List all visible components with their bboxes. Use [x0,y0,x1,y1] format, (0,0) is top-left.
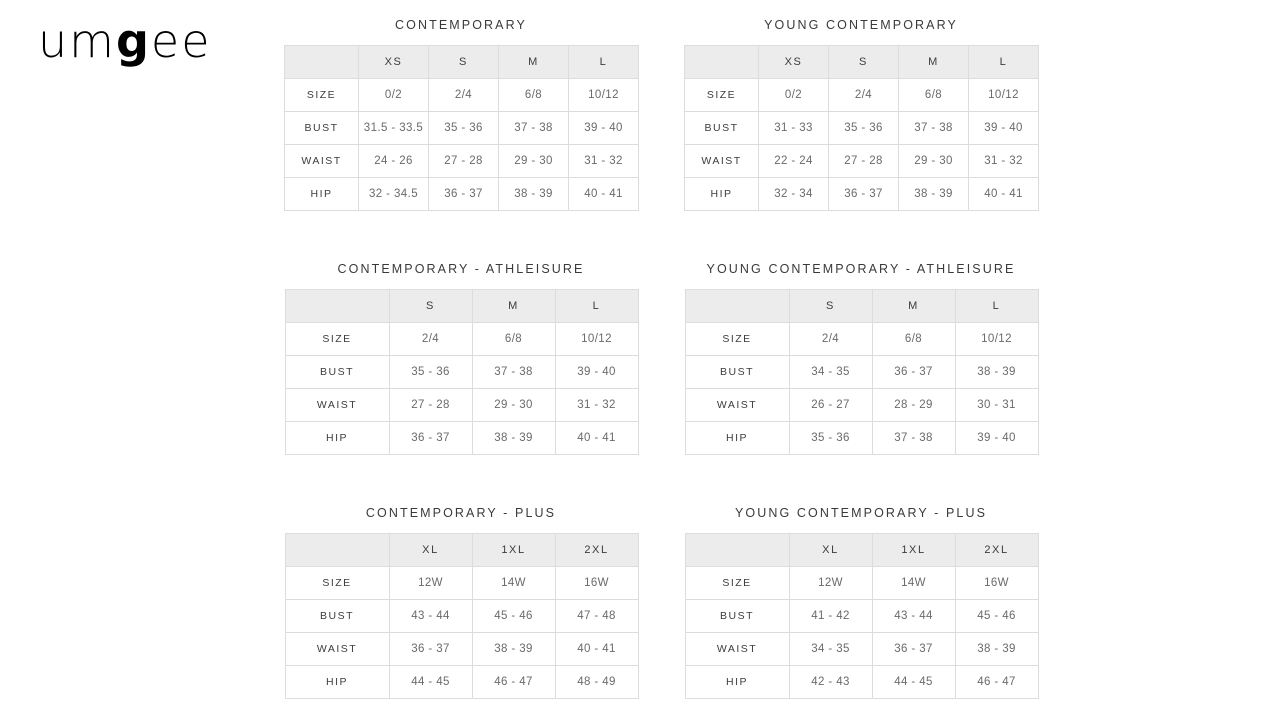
row-header: HIP [285,178,359,211]
cell: 46 - 47 [472,666,555,699]
cell: 38 - 39 [899,178,969,211]
cell: 45 - 46 [472,600,555,633]
cell: 37 - 38 [872,422,955,455]
column-header: M [899,46,969,79]
cell: 38 - 39 [955,633,1038,666]
cell: 10/12 [969,79,1039,112]
cell: 2/4 [389,323,472,356]
row-header: SIZE [685,79,759,112]
column-header: 2XL [555,534,638,567]
cell: 10/12 [955,323,1038,356]
cell: 46 - 47 [955,666,1038,699]
table-row [685,633,1038,666]
cell: 12W [389,567,472,600]
cell: 44 - 45 [872,666,955,699]
column-header: S [429,46,499,79]
table-header-row [285,290,638,323]
table-row [285,323,638,356]
cell: 42 - 43 [789,666,872,699]
cell: 35 - 36 [789,422,872,455]
size-table-young-contemporary-athleisure [685,289,1039,455]
table-row [285,356,638,389]
row-header: SIZE [685,567,789,600]
table-header-row [685,46,1039,79]
cell: 36 - 37 [872,356,955,389]
cell: 27 - 28 [829,145,899,178]
row-header: WAIST [685,389,789,422]
cell: 31 - 32 [969,145,1039,178]
table-row [685,112,1039,145]
cell: 40 - 41 [555,422,638,455]
cell: 2/4 [789,323,872,356]
cell: 2/4 [829,79,899,112]
header-corner [685,534,789,567]
table-block-contemporary-plus [284,506,638,699]
header-corner [285,290,389,323]
table-row [685,567,1038,600]
table-row [685,323,1038,356]
row-header: HIP [685,666,789,699]
column-header: L [955,290,1038,323]
cell: 36 - 37 [389,422,472,455]
header-corner [685,46,759,79]
cell: 39 - 40 [969,112,1039,145]
brand-logo-part-1: um [38,14,116,68]
cell: 37 - 38 [499,112,569,145]
size-table-young-contemporary-plus [685,533,1039,699]
row-header: BUST [685,112,759,145]
cell: 10/12 [569,79,639,112]
column-header: M [499,46,569,79]
table-row [285,79,639,112]
column-header: XL [789,534,872,567]
cell: 38 - 39 [472,633,555,666]
column-header: L [555,290,638,323]
table-block-contemporary-athleisure [284,262,638,455]
cell: 32 - 34 [759,178,829,211]
cell: 34 - 35 [789,633,872,666]
cell: 14W [472,567,555,600]
cell: 6/8 [899,79,969,112]
table-row [285,600,638,633]
table-row [285,567,638,600]
table-row [285,112,639,145]
header-corner [285,46,359,79]
cell: 36 - 37 [872,633,955,666]
column-header: S [389,290,472,323]
row-header: SIZE [685,323,789,356]
size-table-contemporary-plus [285,533,639,699]
table-row [285,145,639,178]
cell: 22 - 24 [759,145,829,178]
table-header-row [685,534,1038,567]
cell: 34 - 35 [789,356,872,389]
row-header: HIP [285,422,389,455]
row-header: HIP [685,178,759,211]
table-block-young-contemporary-athleisure [684,262,1038,455]
column-header: L [969,46,1039,79]
column-header: XS [359,46,429,79]
table-title-contemporary: CONTEMPORARY [395,18,527,32]
row-header: BUST [285,356,389,389]
table-block-contemporary [284,18,638,211]
cell: 37 - 38 [899,112,969,145]
cell: 36 - 37 [389,633,472,666]
row-header: WAIST [685,145,759,178]
table-row [285,633,638,666]
table-row [685,422,1038,455]
row-header: WAIST [285,145,359,178]
brand-logo [38,14,212,68]
cell: 38 - 39 [955,356,1038,389]
cell: 37 - 38 [472,356,555,389]
cell: 39 - 40 [555,356,638,389]
table-title-contemporary-athleisure: CONTEMPORARY - ATHLEISURE [337,262,585,276]
table-row [685,666,1038,699]
cell: 0/2 [759,79,829,112]
cell: 38 - 39 [499,178,569,211]
cell: 43 - 44 [872,600,955,633]
cell: 27 - 28 [389,389,472,422]
table-row [285,422,638,455]
cell: 28 - 29 [872,389,955,422]
cell: 12W [789,567,872,600]
header-corner [285,534,389,567]
table-block-young-contemporary [684,18,1038,211]
row-header: HIP [685,422,789,455]
cell: 26 - 27 [789,389,872,422]
brand-logo-part-3: ee [150,14,212,68]
header-corner [685,290,789,323]
row-header: HIP [285,666,389,699]
cell: 6/8 [472,323,555,356]
cell: 30 - 31 [955,389,1038,422]
column-header: L [569,46,639,79]
table-title-young-contemporary-athleisure: YOUNG CONTEMPORARY - ATHLEISURE [706,262,1016,276]
table-row [685,79,1039,112]
cell: 41 - 42 [789,600,872,633]
cell: 38 - 39 [472,422,555,455]
row-header: BUST [285,600,389,633]
row-header: SIZE [285,323,389,356]
row-header: WAIST [685,633,789,666]
table-title-contemporary-plus: CONTEMPORARY - PLUS [365,506,557,520]
size-table-young-contemporary [684,45,1039,211]
cell: 29 - 30 [472,389,555,422]
cell: 35 - 36 [389,356,472,389]
cell: 43 - 44 [389,600,472,633]
column-header: S [829,46,899,79]
cell: 45 - 46 [955,600,1038,633]
row-header: SIZE [285,567,389,600]
column-header: M [872,290,955,323]
cell: 27 - 28 [429,145,499,178]
table-header-row [285,534,638,567]
cell: 36 - 37 [829,178,899,211]
table-row [285,389,638,422]
column-header: 1XL [472,534,555,567]
cell: 0/2 [359,79,429,112]
row-header: BUST [685,600,789,633]
cell: 6/8 [499,79,569,112]
row-header: BUST [685,356,789,389]
column-header: XS [759,46,829,79]
row-header: WAIST [285,389,389,422]
table-title-young-contemporary: YOUNG CONTEMPORARY [764,18,958,32]
column-header: M [472,290,555,323]
table-row [685,356,1038,389]
cell: 31 - 32 [555,389,638,422]
cell: 2/4 [429,79,499,112]
cell: 6/8 [872,323,955,356]
cell: 14W [872,567,955,600]
cell: 40 - 41 [569,178,639,211]
row-header: BUST [285,112,359,145]
cell: 31.5 - 33.5 [359,112,429,145]
column-header: 2XL [955,534,1038,567]
table-row [285,178,639,211]
row-header: WAIST [285,633,389,666]
table-header-row [285,46,639,79]
cell: 40 - 41 [969,178,1039,211]
cell: 35 - 36 [429,112,499,145]
cell: 40 - 41 [555,633,638,666]
column-header: 1XL [872,534,955,567]
cell: 39 - 40 [569,112,639,145]
cell: 31 - 32 [569,145,639,178]
table-row [685,145,1039,178]
cell: 32 - 34.5 [359,178,429,211]
row-header: SIZE [285,79,359,112]
cell: 29 - 30 [499,145,569,178]
cell: 44 - 45 [389,666,472,699]
column-header: S [789,290,872,323]
cell: 39 - 40 [955,422,1038,455]
size-table-contemporary [284,45,639,211]
table-title-young-contemporary-plus: YOUNG CONTEMPORARY - PLUS [734,506,988,520]
table-header-row [685,290,1038,323]
cell: 16W [555,567,638,600]
cell: 16W [955,567,1038,600]
table-block-young-contemporary-plus [684,506,1038,699]
cell: 35 - 36 [829,112,899,145]
cell: 29 - 30 [899,145,969,178]
cell: 48 - 49 [555,666,638,699]
table-row [285,666,638,699]
brand-logo-part-2: g [115,14,151,68]
cell: 47 - 48 [555,600,638,633]
cell: 31 - 33 [759,112,829,145]
table-row [685,178,1039,211]
cell: 24 - 26 [359,145,429,178]
cell: 10/12 [555,323,638,356]
cell: 36 - 37 [429,178,499,211]
column-header: XL [389,534,472,567]
table-row [685,389,1038,422]
size-table-contemporary-athleisure [285,289,639,455]
table-row [685,600,1038,633]
